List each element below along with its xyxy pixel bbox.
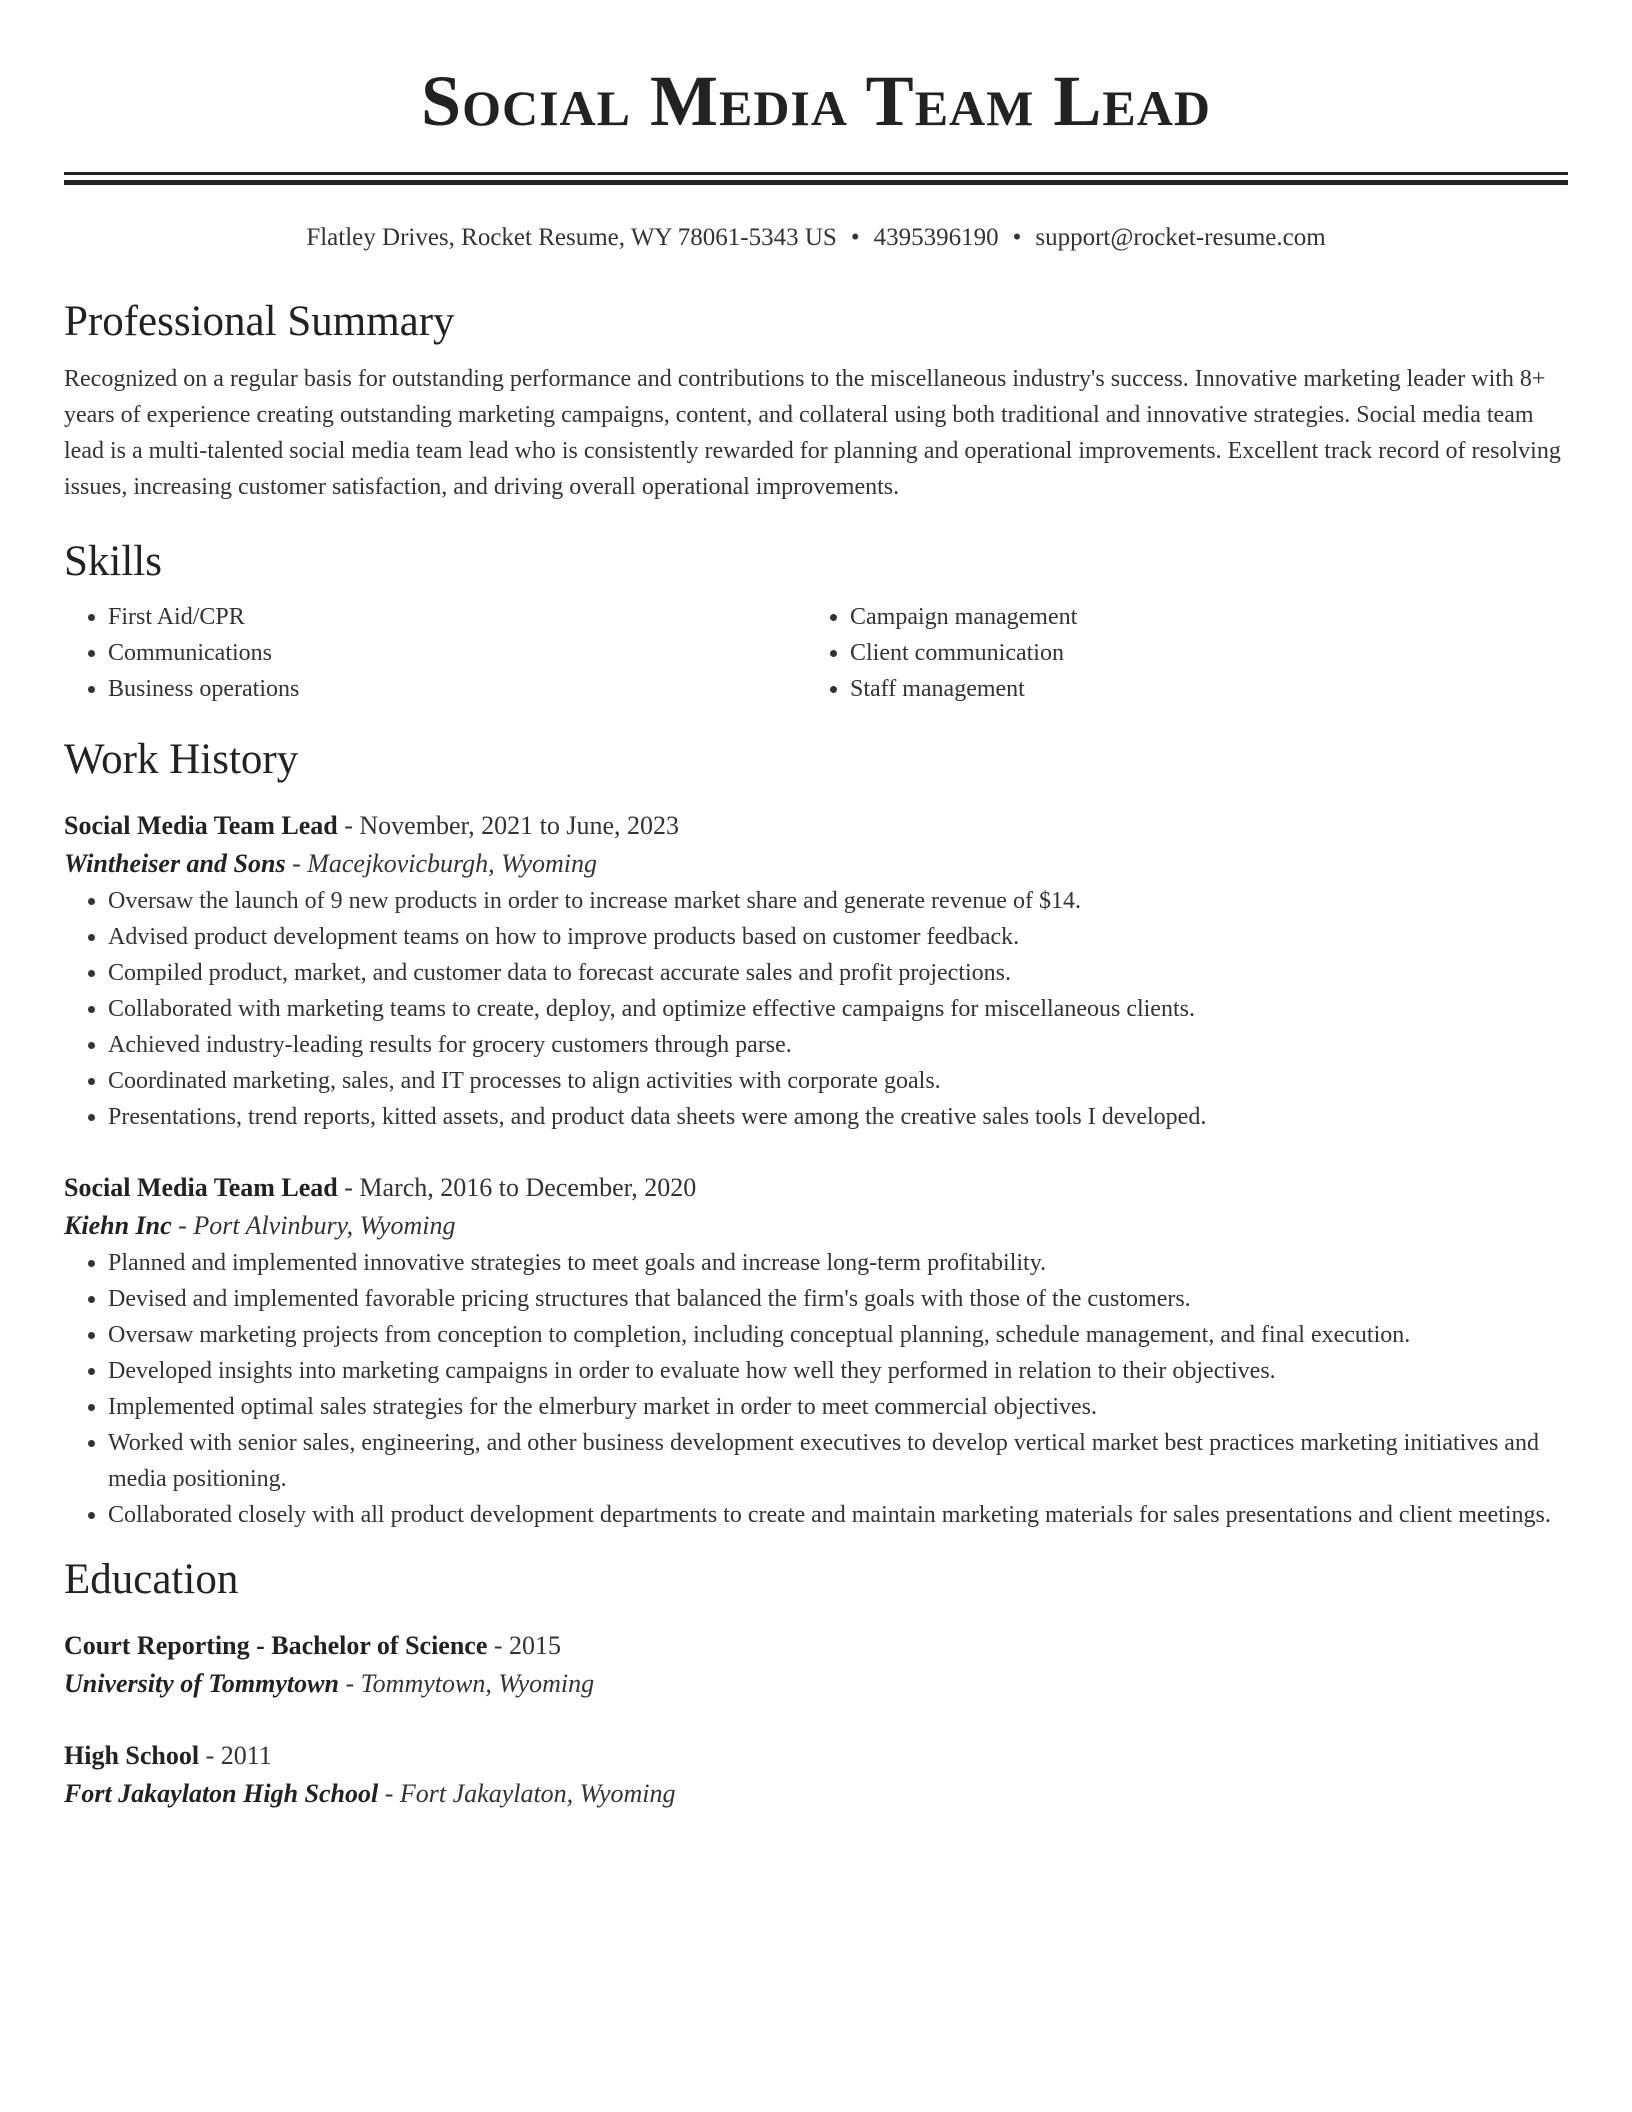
job-entry bbox=[64, 807, 1568, 1135]
education-location: - Tommytown, Wyoming bbox=[345, 1669, 595, 1698]
job-company: Wintheiser and Sons bbox=[64, 849, 286, 878]
resume-page bbox=[64, 0, 1568, 1813]
job-bullet: • Implemented optimal sales strategies for the elmerbury market in order to meet commercial objectives. bbox=[108, 1389, 1568, 1425]
education-school: University of Tommytown bbox=[64, 1669, 339, 1698]
job-dates: - November, 2021 to June, 2023 bbox=[344, 811, 679, 840]
resume-title: Social Media Team Lead bbox=[421, 61, 1211, 141]
skills-column-right bbox=[806, 599, 1548, 707]
skill-item: • Business operations bbox=[108, 671, 806, 707]
education-degree: High School bbox=[64, 1741, 200, 1770]
education-school-line bbox=[64, 1775, 1568, 1813]
contact-line bbox=[64, 221, 1568, 255]
job-header bbox=[64, 1169, 1568, 1207]
education-entry bbox=[64, 1627, 1568, 1703]
job-bullet: • Presentations, trend reports, kitted assets, and product data sheets were among the creative sales tools I developed. bbox=[108, 1099, 1568, 1135]
job-bullet: • Oversaw marketing projects from conception to completion, including conceptual planning, schedule management, and final execution. bbox=[108, 1317, 1568, 1353]
contact-separator: • bbox=[1012, 224, 1022, 251]
job-header bbox=[64, 807, 1568, 845]
job-bullet: • Compiled product, market, and customer data to forecast accurate sales and profit projections. bbox=[108, 955, 1568, 991]
education-degree: Court Reporting - Bachelor of Science bbox=[64, 1631, 488, 1660]
job-title: Social Media Team Lead bbox=[64, 811, 338, 840]
education-school-line bbox=[64, 1665, 1568, 1703]
job-employer bbox=[64, 845, 1568, 883]
education-year: - 2015 bbox=[493, 1631, 562, 1660]
job-bullets bbox=[64, 1245, 1568, 1533]
job-bullet: • Worked with senior sales, engineering, and other business development executives to develop vertical market best practices marketing initiatives and media positioning. bbox=[108, 1425, 1568, 1497]
job-title: Social Media Team Lead bbox=[64, 1173, 338, 1202]
job-bullet: • Collaborated closely with all product development departments to create and maintain marketing materials for sales presentations and client meetings. bbox=[108, 1497, 1568, 1533]
job-company: Kiehn Inc bbox=[64, 1211, 172, 1240]
summary-heading: Professional Summary bbox=[64, 298, 455, 345]
job-bullet: • Oversaw the launch of 9 new products in order to increase market share and generate revenue of $14. bbox=[108, 883, 1568, 919]
education-heading: Education bbox=[64, 1556, 239, 1603]
education-entry bbox=[64, 1737, 1568, 1813]
contact-email: support@rocket-resume.com bbox=[1035, 224, 1326, 251]
job-bullet: • Advised product development teams on how to improve products based on customer feedback. bbox=[108, 919, 1568, 955]
job-dates: - March, 2016 to December, 2020 bbox=[344, 1173, 697, 1202]
job-bullets bbox=[64, 883, 1568, 1135]
skills-list bbox=[64, 599, 1568, 707]
job-location: - Port Alvinbury, Wyoming bbox=[178, 1211, 456, 1240]
skill-item: • Campaign management bbox=[850, 599, 1548, 635]
skill-item: • First Aid/CPR bbox=[108, 599, 806, 635]
job-bullet: • Planned and implemented innovative strategies to meet goals and increase long-term profitability. bbox=[108, 1245, 1568, 1281]
skill-item: • Client communication bbox=[850, 635, 1548, 671]
job-location: - Macejkovicburgh, Wyoming bbox=[292, 849, 597, 878]
job-bullet: • Developed insights into marketing campaigns in order to evaluate how well they performed in relation to their objectives. bbox=[108, 1353, 1568, 1389]
job-bullet: • Coordinated marketing, sales, and IT processes to align activities with corporate goals. bbox=[108, 1063, 1568, 1099]
education-header bbox=[64, 1627, 1568, 1665]
job-bullet: • Achieved industry-leading results for grocery customers through parse. bbox=[108, 1027, 1568, 1063]
job-bullet: • Devised and implemented favorable pricing structures that balanced the firm's goals with those of the customers. bbox=[108, 1281, 1568, 1317]
skill-item: • Staff management bbox=[850, 671, 1548, 707]
education-school: Fort Jakaylaton High School bbox=[64, 1779, 379, 1808]
education-location: - Fort Jakaylaton, Wyoming bbox=[384, 1779, 676, 1808]
job-bullet: • Collaborated with marketing teams to create, deploy, and optimize effective campaigns for miscellaneous clients. bbox=[108, 991, 1568, 1027]
job-entry bbox=[64, 1169, 1568, 1533]
contact-separator: • bbox=[850, 224, 860, 251]
title-divider bbox=[64, 172, 1568, 185]
contact-address: Flatley Drives, Rocket Resume, WY 78061-5343 US bbox=[306, 224, 837, 251]
skill-item: • Communications bbox=[108, 635, 806, 671]
job-employer bbox=[64, 1207, 1568, 1245]
education-header bbox=[64, 1737, 1568, 1775]
skills-heading: Skills bbox=[64, 538, 162, 585]
skills-column-left bbox=[64, 599, 806, 707]
education-year: - 2011 bbox=[205, 1741, 272, 1770]
contact-phone: 4395396190 bbox=[873, 224, 999, 251]
summary-text: Recognized on a regular basis for outstanding performance and contributions to the miscellaneous industry's success. Innovative marketing leader with 8+ years of experience creating outstanding marketing campaigns, content, and collateral using both traditional and innovative strategies. Social media team lead is a multi-talented social media team lead who is consistently rewarded for planning and operational improvements. Excellent track record of resolving issues, increasing customer satisfaction, and driving overall operational improvements. bbox=[64, 366, 1561, 500]
work-history-heading: Work History bbox=[64, 736, 299, 783]
